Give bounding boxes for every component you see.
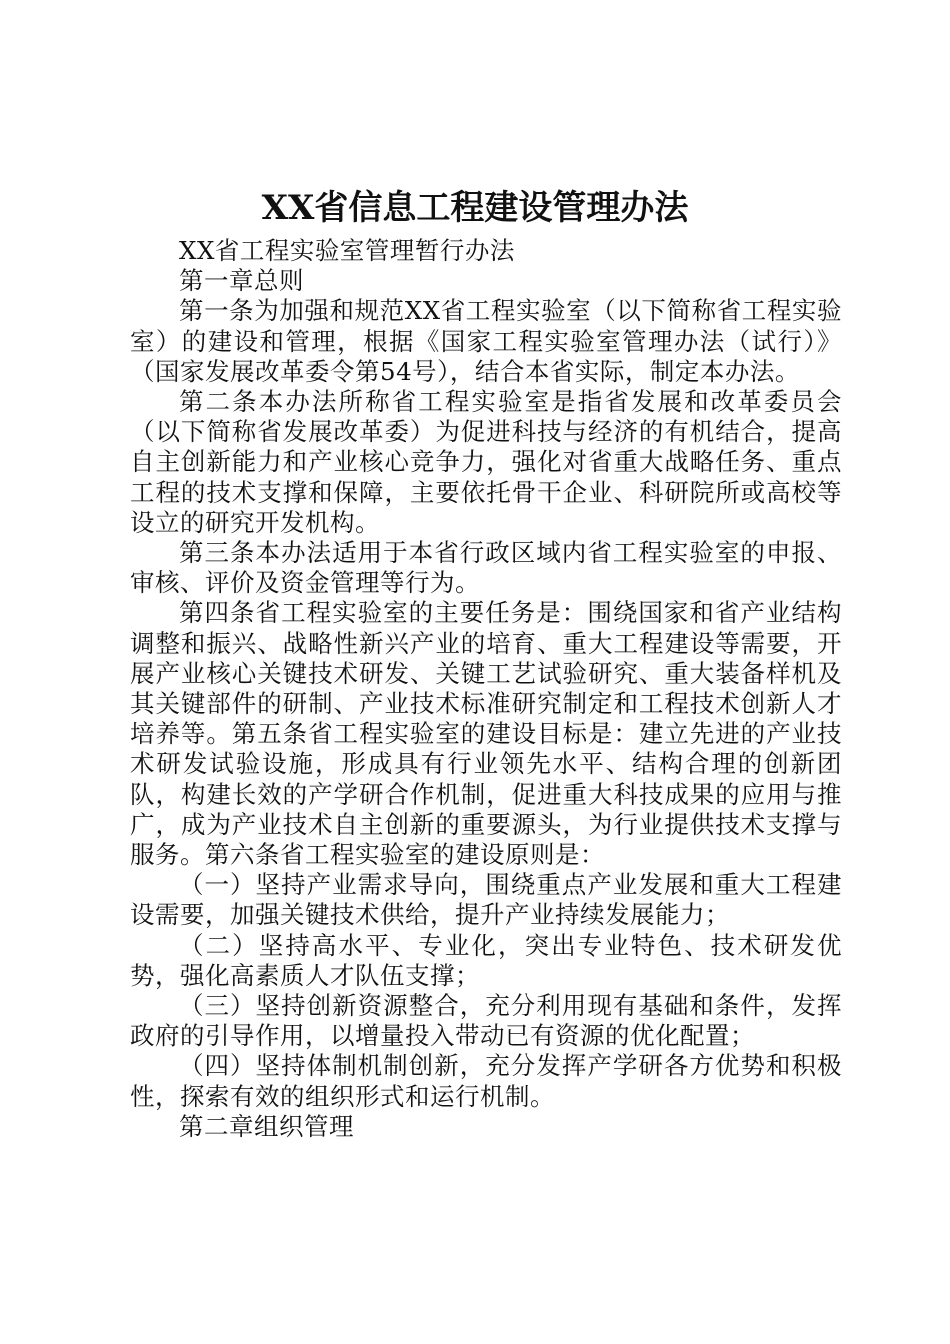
article-paragraph: 第三条本办法适用于本省行政区域内省工程实验室的申报、审核、评价及资金管理等行为。 — [130, 538, 842, 598]
chapter-heading: 第一章总则 — [179, 266, 304, 296]
article-paragraph: 第一条为加强和规范XX省工程实验室（以下简称省工程实验室）的建设和管理，根据《国家工程实验室管理办法（试行）》（国家发展改革委令第54号），结合本省实际，制定本办法。 — [130, 296, 842, 386]
principle-item: （四）坚持体制机制创新，充分发挥产学研各方优势和积极性，探索有效的组织形式和运行机制。 — [130, 1051, 842, 1111]
article-paragraph: 第二条本办法所称省工程实验室是指省发展和改革委员会（以下简称省发展改革委）为促进科技与经济的有机结合，提高自主创新能力和产业核心竞争力，强化对省重大战略任务、重点工程的技术支撑和保障，主要依托骨干企业、科研院所或高校等设立的研究开发机构。 — [130, 387, 842, 537]
principle-item: （三）坚持创新资源整合，充分利用现有基础和条件，发挥政府的引导作用，以增量投入带动已有资源的优化配置； — [130, 991, 842, 1051]
document-subtitle: XX省工程实验室管理暂行办法 — [179, 236, 515, 265]
principle-item: （二）坚持高水平、专业化，突出专业特色、技术研发优势，强化高素质人才队伍支撑； — [130, 930, 842, 990]
chapter-heading: 第二章组织管理 — [179, 1111, 354, 1141]
document-body — [130, 236, 842, 1142]
principle-item: （一）坚持产业需求导向，围绕重点产业发展和重大工程建设需要，加强关键技术供给，提升产业持续发展能力； — [130, 870, 842, 930]
article-paragraph: 第四条省工程实验室的主要任务是：围绕国家和省产业结构调整和振兴、战略性新兴产业的培育、重大工程建设等需要，开展产业核心关键技术研发、关键工艺试验研究、重大装备样机及其关键部件的研制、产业技术标准研究制定和工程技术创新人才培养等。第五条省工程实验室的建设目标是：建立先进的产业技术研发试验设施，形成具有行业领先水平、结构合理的创新团队，构建长效的产学研合作机制，促进重大科技成果的应用与推广，成为产业技术自主创新的重要源头，为行业提供技术支撑与服务。第六条省工程实验室的建设原则是： — [130, 598, 842, 870]
document-title: XX省信息工程建设管理办法 — [261, 188, 689, 228]
